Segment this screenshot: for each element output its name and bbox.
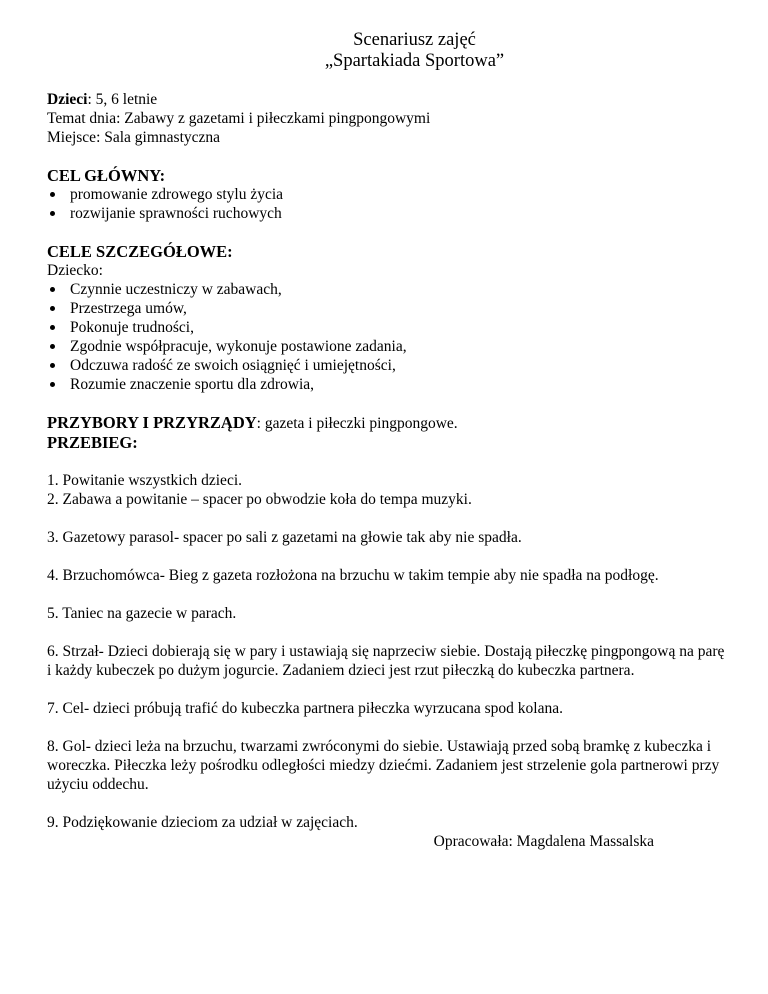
main-goal-heading: CEL GŁÓWNY: [47,166,166,185]
course-step: 1. Powitanie wszystkich dzieci. [47,472,242,489]
course-step: 9. Podziękowanie dzieciom za udział w zajęciach. [47,814,358,831]
course-step: 7. Cel- dzieci próbują trafić do kubeczka partnera piłeczka wyrzucana spod kolana. [47,700,563,717]
place-line: Miejsce: Sala gimnastyczna [47,129,221,146]
document-title: Scenariusz zajęć [353,30,476,50]
detailed-goals-list [47,280,727,394]
course-heading: PRZEBIEG: [47,433,138,452]
course-step: 3. Gazetowy parasol- spacer po sali z gazetami na głowie tak aby nie spadła. [47,529,522,546]
course-step: 4. Brzuchomówca- Bieg z gazeta rozłożona na brzuchu w takim tempie aby nie spadła na podłogę. [47,567,659,584]
course-step: 8. Gol- dzieci leża na brzuchu, twarzami zwróconymi do siebie. Ustawiają przed sobą bramkę z kubeczka i woreczka. Piłeczka leży pośrodku odległości miedzy dziećmi. Zadaniem jest strzelenie gola partnerowi przy użyciu oddechu. [47,738,720,793]
document-subtitle: „Spartakiada Sportowa” [324,51,505,71]
course-step: 5. Taniec na gazecie w parach. [47,605,237,622]
children-value: : 5, 6 letnie [87,91,158,108]
list-item: promowanie zdrowego stylu życia [47,185,727,204]
list-item: Odczuwa radość ze swoich osiągnięć i umiejętności, [47,356,727,375]
main-goal-list [47,185,727,223]
list-item: Czynnie uczestniczy w zabawach, [47,280,727,299]
equipment-line [47,413,727,433]
course-step: 2. Zabawa a powitanie – spacer po obwodzie koła do tempa muzyki. [47,491,472,508]
course-step: 6. Strzał- Dzieci dobierają się w pary i ustawiają się naprzeciw siebie. Dostają piłeczkę pingpongową na parę i każdy kubeczek po dużym jogurcie. Zadaniem dzieci jest rzut piłeczką do kubeczka partnera. [47,643,725,679]
list-item: Rozumie znaczenie sportu dla zdrowia, [47,375,727,394]
children-label: Dzieci [47,91,88,108]
list-item: Przestrzega umów, [47,299,727,318]
list-item: Pokonuje trudności, [47,318,727,337]
topic-line: Temat dnia: Zabawy z gazetami i piłeczkami pingpongowymi [47,110,431,127]
equipment-value: : gazeta i piłeczki pingpongowe. [256,415,458,432]
document-page [47,30,727,851]
children-line [47,90,727,109]
list-item: rozwijanie sprawności ruchowych [47,204,727,223]
author-signature: Opracowała: Magdalena Massalska [433,833,654,850]
detailed-goals-heading: CELE SZCZEGÓŁOWE: [47,242,233,261]
equipment-label: PRZYBORY I PRZYRZĄDY [47,413,257,432]
detailed-goals-intro: Dziecko: [47,262,103,279]
list-item: Zgodnie współpracuje, wykonuje postawione zadania, [47,337,727,356]
